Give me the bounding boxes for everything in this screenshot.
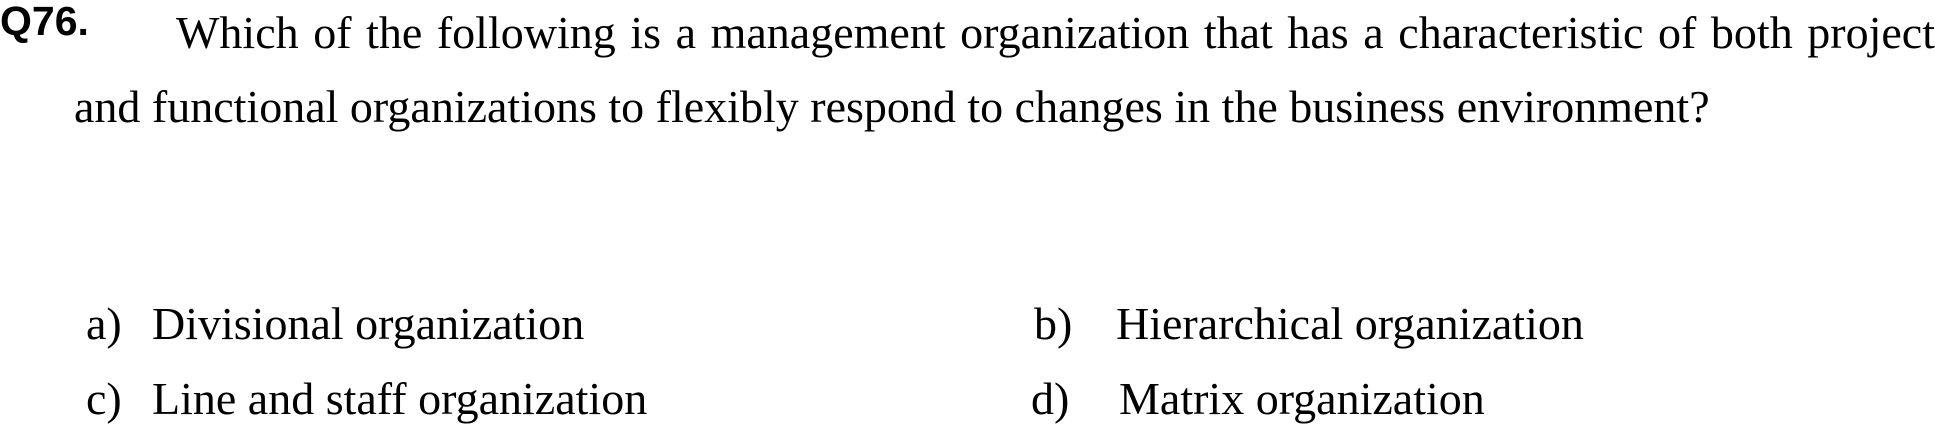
option-letter: a) (86, 298, 122, 349)
question-block (0, 0, 1935, 200)
option-text: Divisional organization (152, 298, 585, 349)
option-letter: b) (1034, 298, 1073, 349)
question-number: Q76. (0, 0, 89, 44)
option-text: Matrix organization (1119, 373, 1485, 424)
option-text: Line and staff organization (152, 373, 648, 424)
option-letter: d) (1031, 373, 1070, 424)
option-text: Hierarchical organization (1116, 298, 1584, 349)
option-letter: c) (86, 373, 122, 424)
question-text: Which of the following is a management organization that has a characteristic of both project and functional organizations to flexibly respond to changes in the business environment? (74, 7, 1935, 132)
